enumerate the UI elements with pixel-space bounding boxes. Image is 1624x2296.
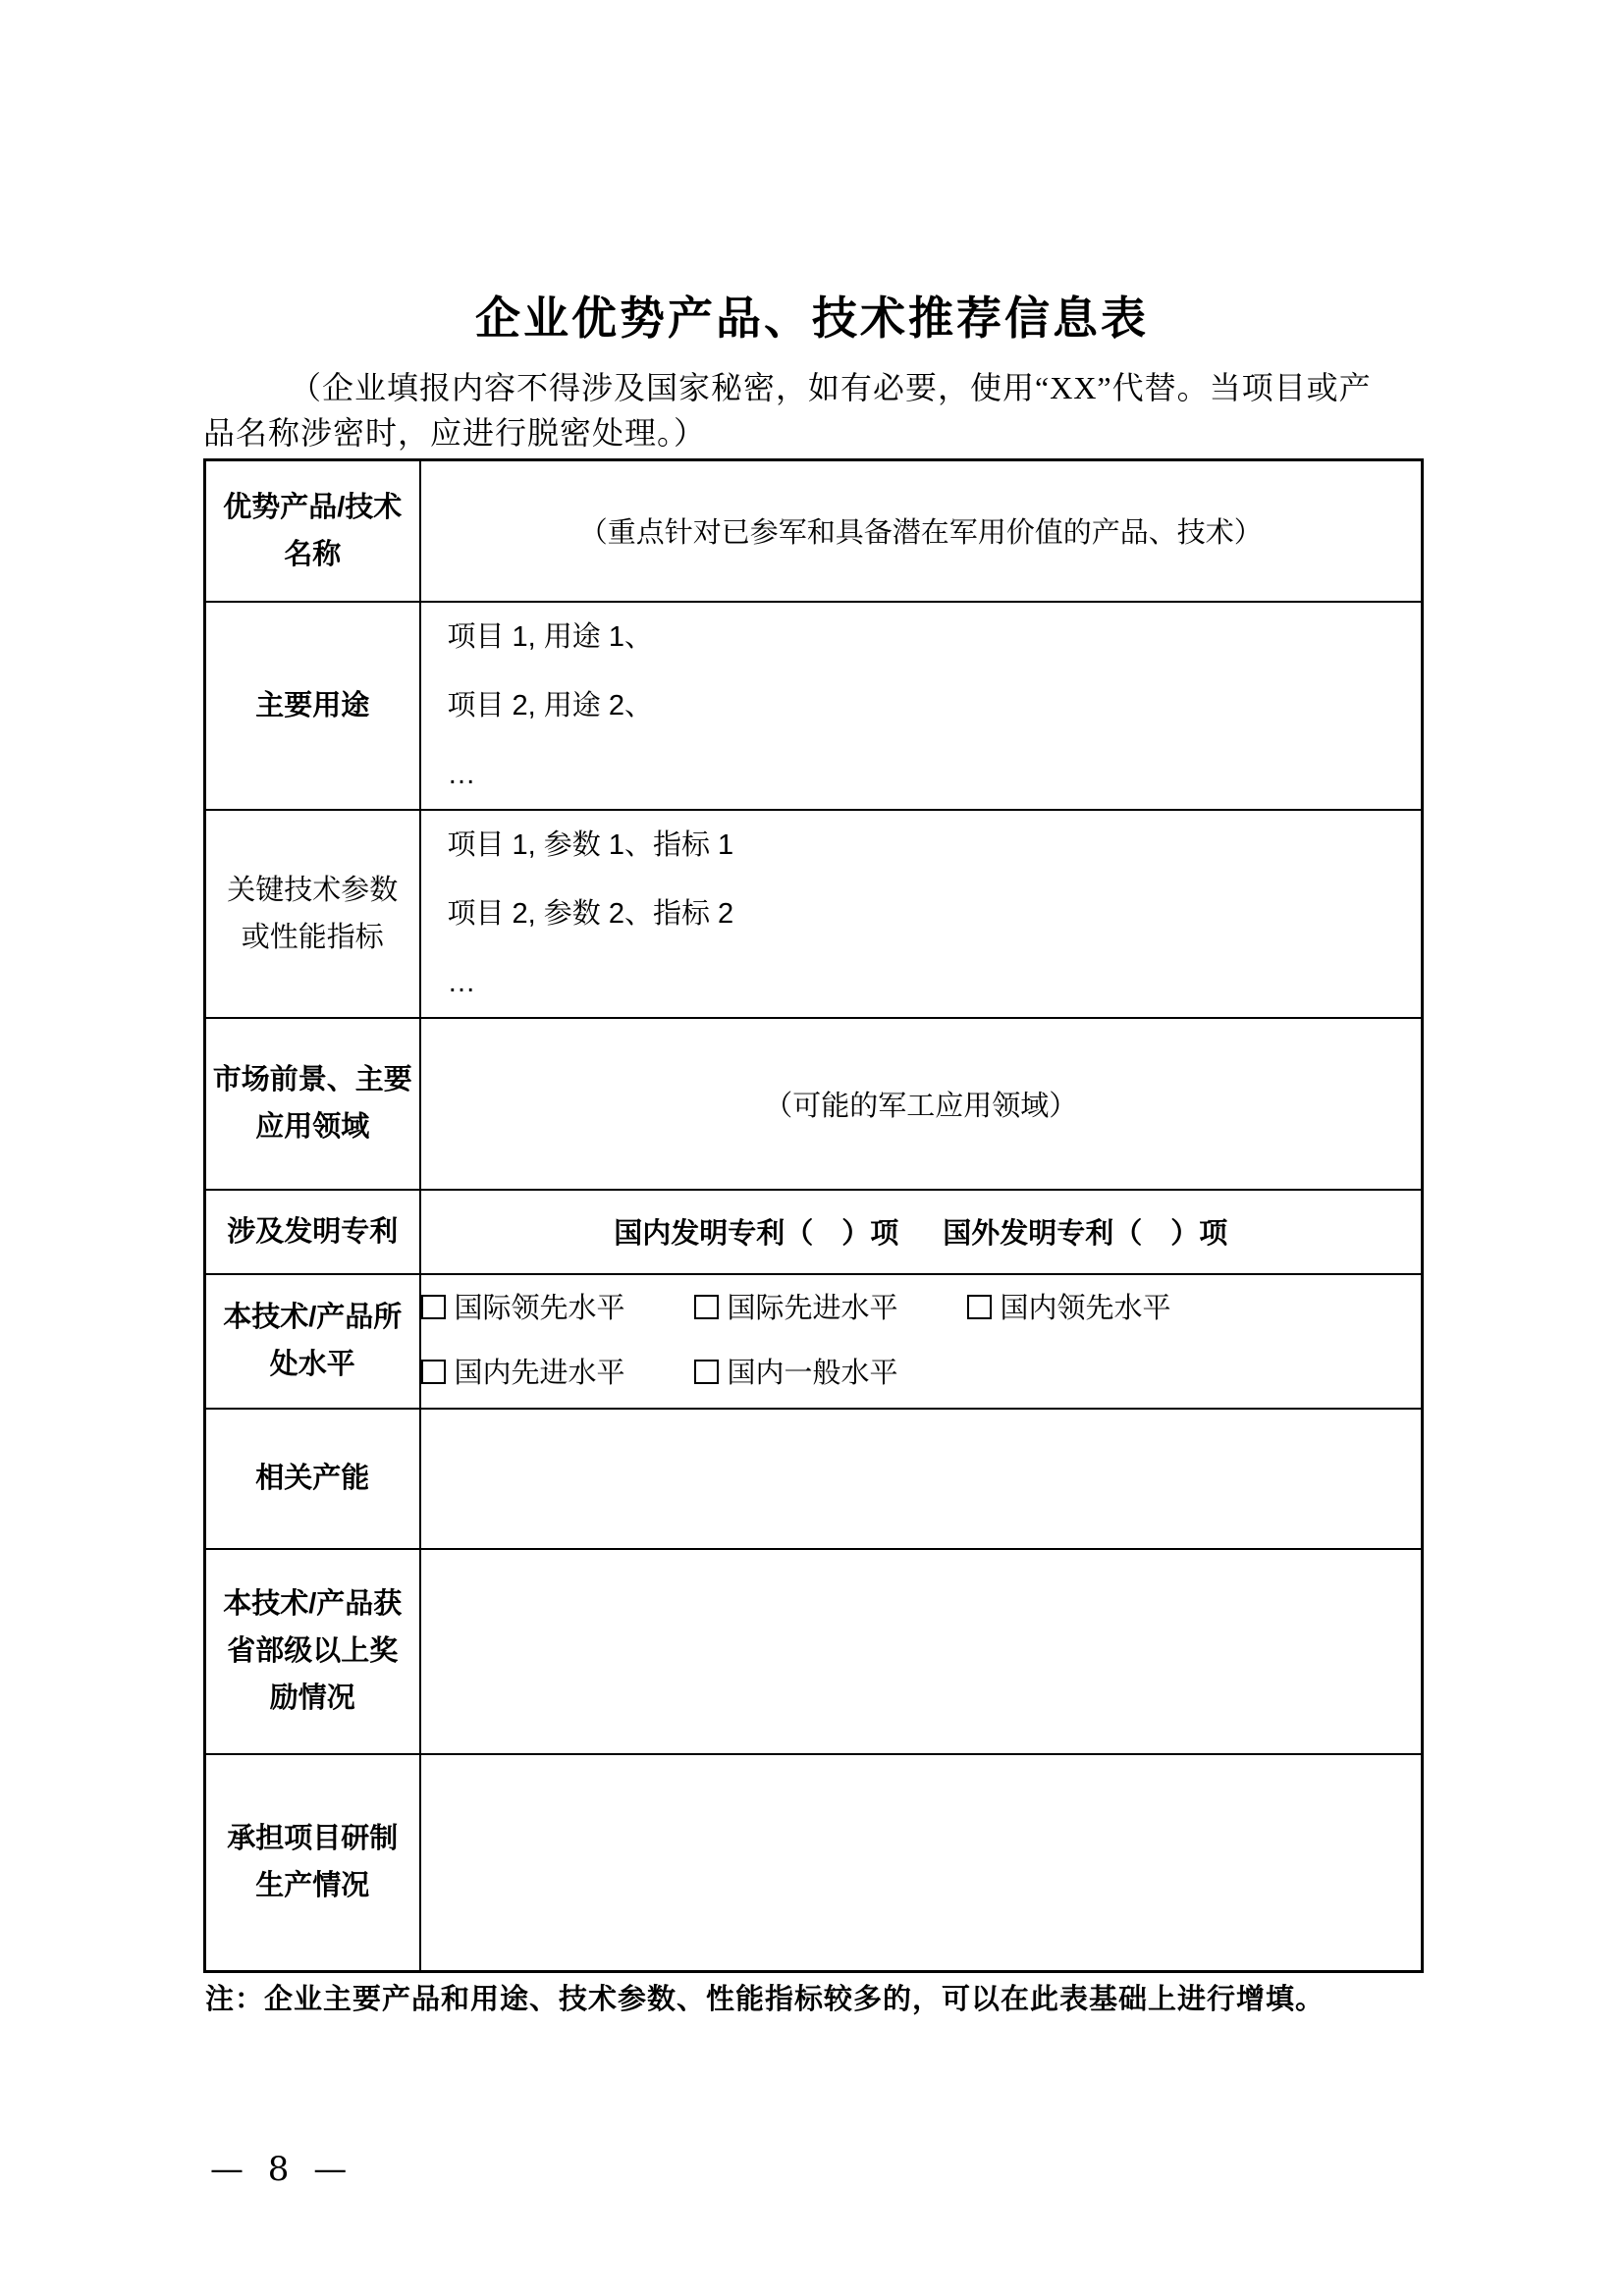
row-label-market-prospects	[205, 1018, 420, 1190]
row-label-projects	[205, 1754, 420, 1972]
row-label-patents	[205, 1190, 420, 1274]
checkbox-icon[interactable]	[421, 1360, 446, 1384]
checkbox-option-intl-advanced[interactable]	[694, 1276, 967, 1341]
cell-patents[interactable]	[420, 1190, 1423, 1274]
cell-line: 项目 2, 用途 2、	[447, 689, 653, 721]
row-label-capacity	[205, 1409, 420, 1549]
cell-key-parameters[interactable]	[420, 810, 1423, 1018]
patent-domestic-count: 国内发明专利（ ）项	[614, 1218, 899, 1250]
cell-capacity[interactable]	[420, 1409, 1423, 1549]
label-line: 本技术/产品获	[223, 1588, 403, 1620]
checkbox-option-intl-leading[interactable]	[421, 1276, 694, 1341]
cell-line: …	[447, 966, 476, 998]
label-line: 关键技术参数	[227, 874, 399, 906]
label-line: 或性能指标	[241, 921, 384, 953]
checkbox-label: 国际先进水平	[727, 1293, 898, 1324]
checkbox-label: 国内先进水平	[454, 1358, 625, 1389]
footnote: 注：企业主要产品和用途、技术参数、性能指标较多的，可以在此表基础上进行增填。	[205, 1984, 1326, 2015]
table-row-key-parameters	[205, 810, 1423, 1018]
label-line: 本技术/产品所	[223, 1302, 403, 1333]
form-note	[203, 365, 1431, 455]
patent-foreign-count: 国外发明专利（ ）项	[943, 1218, 1228, 1250]
cell-main-uses[interactable]	[420, 602, 1423, 810]
cell-tech-level	[420, 1274, 1423, 1409]
checkbox-icon[interactable]	[694, 1360, 719, 1384]
table-row-projects	[205, 1754, 1423, 1972]
checkbox-line	[421, 1276, 1422, 1341]
checkbox-icon[interactable]	[421, 1295, 446, 1319]
checkbox-label: 国际领先水平	[454, 1293, 625, 1324]
label-line: 省部级以上奖	[227, 1635, 399, 1667]
row-label-tech-level	[205, 1274, 420, 1409]
label-line: 主要用途	[255, 689, 370, 721]
page-number: — 8 —	[210, 2150, 348, 2189]
label-line: 市场前景、主要	[212, 1064, 412, 1095]
row-label-awards	[205, 1549, 420, 1754]
cell-awards[interactable]	[420, 1549, 1423, 1754]
label-line: 应用领域	[255, 1111, 370, 1143]
cell-line: …	[447, 758, 476, 790]
label-line: 处水平	[269, 1349, 355, 1380]
label-line: 承担项目研制	[227, 1823, 399, 1855]
label-line: 名称	[284, 538, 342, 570]
table-row-awards	[205, 1549, 1423, 1754]
label-line: 优势产品/技术	[223, 491, 403, 523]
row-label-key-parameters	[205, 810, 420, 1018]
checkbox-label: 国内领先水平	[1000, 1293, 1171, 1324]
checkbox-icon[interactable]	[694, 1295, 719, 1319]
table-row-market-prospects	[205, 1018, 1423, 1190]
table-row-capacity	[205, 1409, 1423, 1549]
row-label-product-name	[205, 460, 420, 602]
cell-product-name[interactable]	[420, 460, 1423, 602]
checkbox-option-domestic-general[interactable]	[694, 1341, 898, 1406]
label-line: 涉及发明专利	[227, 1215, 399, 1248]
cell-line: 项目 1, 用途 1、	[447, 620, 653, 653]
checkbox-option-domestic-advanced[interactable]	[421, 1341, 694, 1406]
label-line: 相关产能	[255, 1463, 370, 1494]
checkbox-line	[421, 1341, 1422, 1406]
checkbox-option-domestic-leading[interactable]	[967, 1276, 1171, 1341]
cell-line: 项目 2, 参数 2、指标 2	[447, 897, 734, 930]
note-line-2: 品名称涉密时，应进行脱密处理。）	[203, 415, 707, 451]
note-line-1: （企业填报内容不得涉及国家秘密，如有必要，使用“XX”代替。当项目或产	[290, 370, 1372, 405]
row-label-main-uses	[205, 602, 420, 810]
page-title: 企业优势产品、技术推荐信息表	[475, 293, 1149, 344]
checkbox-label: 国内一般水平	[727, 1358, 898, 1389]
cell-hint-text: （可能的军工应用领域）	[764, 1090, 1078, 1122]
info-table	[203, 458, 1424, 1973]
table-row-patents	[205, 1190, 1423, 1274]
table-row-main-uses	[205, 602, 1423, 810]
cell-line: 项目 1, 参数 1、指标 1	[447, 828, 734, 861]
table-row-tech-level	[205, 1274, 1423, 1409]
label-line: 生产情况	[255, 1870, 370, 1902]
cell-projects[interactable]	[420, 1754, 1423, 1972]
cell-market-prospects[interactable]	[420, 1018, 1423, 1190]
table-row-product-name	[205, 460, 1423, 602]
label-line: 励情况	[269, 1682, 355, 1714]
checkbox-icon[interactable]	[967, 1295, 992, 1319]
cell-hint-text: （重点针对已参军和具备潜在军用价值的产品、技术）	[578, 517, 1263, 550]
